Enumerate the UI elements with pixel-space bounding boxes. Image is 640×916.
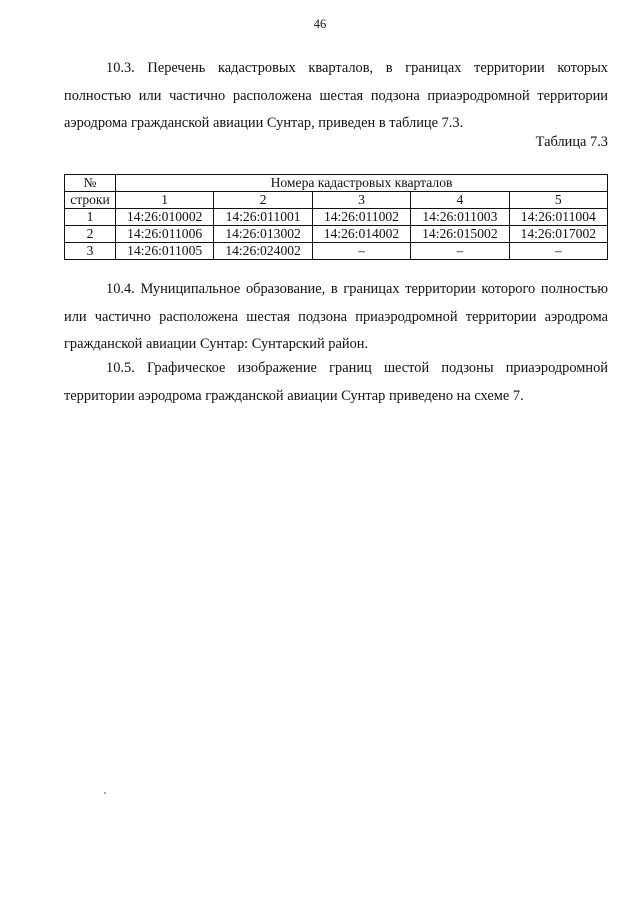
paragraph-10-5: 10.5. Графическое изображение границ шестой подзоны приаэродромной территории аэродрома гражданской авиации Сунтар приведено на схеме 7. — [64, 360, 608, 404]
column-number: 3 — [312, 192, 410, 209]
column-number: 4 — [411, 192, 509, 209]
table-row — [65, 243, 608, 260]
table-cell: 14:26:011005 — [116, 243, 214, 260]
table-cell: – — [509, 243, 607, 260]
table-cell: 14:26:010002 — [116, 209, 214, 226]
paragraph-10-3: 10.3. Перечень кадастровых кварталов, в границах территории которых полностью или частично расположена шестая подзона приаэродромной территории аэродрома гражданской авиации Сунтар, приведен в таблице 7.3. — [64, 60, 608, 131]
table-row — [65, 209, 608, 226]
table-cell: 14:26:017002 — [509, 226, 607, 243]
table-subheader-row — [65, 192, 608, 209]
table-cell: – — [411, 243, 509, 260]
header-row-number-symbol: № — [65, 175, 116, 192]
table-cell: 14:26:014002 — [312, 226, 410, 243]
header-cadastral-numbers: Номера кадастровых кварталов — [116, 175, 608, 192]
row-number: 1 — [65, 209, 116, 226]
table-cell: 14:26:011001 — [214, 209, 312, 226]
paragraph-10-4: 10.4. Муниципальное образование, в границах территории которого полностью или частично расположена шестая подзона приаэродромной территории аэродрома гражданской авиации Сунтар: Сунтарский район. — [64, 281, 608, 352]
cadastral-quarters-table — [64, 174, 608, 260]
table-cell: 14:26:011003 — [411, 209, 509, 226]
table-cell: 14:26:013002 — [214, 226, 312, 243]
page-number: 46 — [313, 17, 327, 31]
table-cell: 14:26:011006 — [116, 226, 214, 243]
header-row-label: строки — [65, 192, 116, 209]
table-caption: Таблица 7.3 — [535, 134, 608, 150]
column-number: 1 — [116, 192, 214, 209]
column-number: 2 — [214, 192, 312, 209]
table-header-row — [65, 175, 608, 192]
table-cell: 14:26:015002 — [411, 226, 509, 243]
table-cell: – — [312, 243, 410, 260]
table-cell: 14:26:011004 — [509, 209, 607, 226]
table-row — [65, 226, 608, 243]
table-cell: 14:26:011002 — [312, 209, 410, 226]
scan-speck — [104, 792, 106, 794]
table-cell: 14:26:024002 — [214, 243, 312, 260]
row-number: 3 — [65, 243, 116, 260]
row-number: 2 — [65, 226, 116, 243]
column-number: 5 — [509, 192, 607, 209]
